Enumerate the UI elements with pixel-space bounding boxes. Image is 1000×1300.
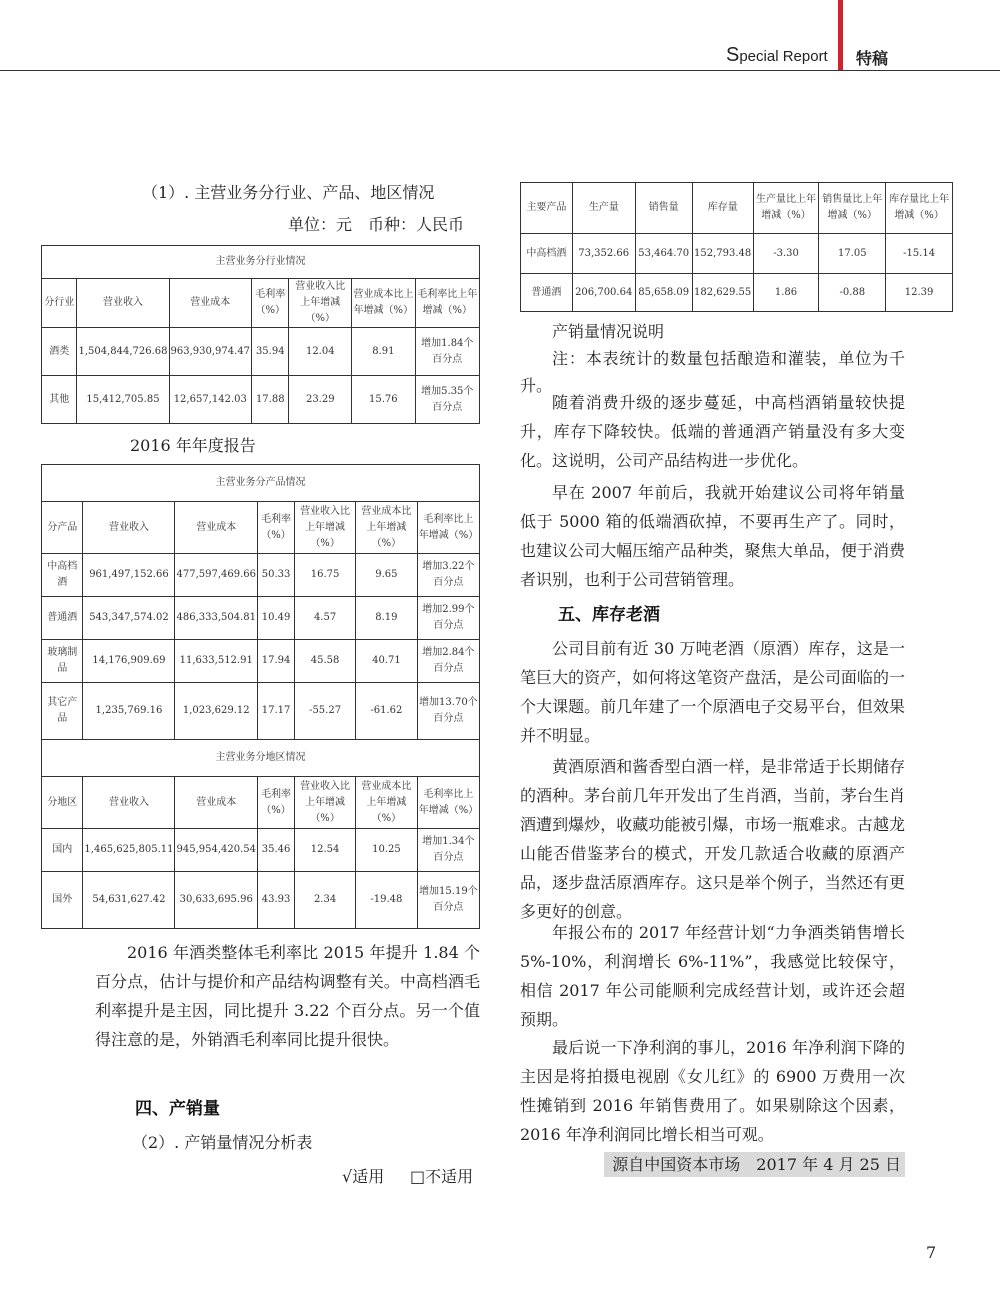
- header-cell: 营业成本比上年增减（%）: [352, 279, 416, 328]
- cell: 1.86: [753, 274, 819, 312]
- cell: 增加1.84个百分点: [415, 328, 479, 376]
- section-label-en: [726, 44, 828, 67]
- table-header-row: [521, 183, 953, 234]
- header-cell: 生产量比上年增减（%）: [753, 183, 819, 234]
- table-row: [521, 274, 953, 312]
- cell: 17.17: [258, 683, 295, 740]
- table-row: [521, 234, 953, 274]
- cell: 中高档酒: [42, 554, 83, 597]
- industry-table: [41, 245, 480, 424]
- paragraph-2017-plan: [520, 918, 905, 1034]
- cell: 8.91: [352, 328, 416, 376]
- cell: 14,176,909.69: [83, 640, 175, 683]
- cell: 增加15.19个百分点: [417, 872, 479, 929]
- section-label-rest: pecial Report: [739, 48, 828, 65]
- cell: 国外: [42, 872, 83, 929]
- cell: 普通酒: [42, 597, 83, 640]
- cell: 酒类: [42, 328, 77, 376]
- header-cell: 营业收入比上年增减（%）: [295, 502, 356, 554]
- cell: 945,954,420.54: [175, 829, 258, 872]
- table-title: 主营业务分行业情况: [42, 246, 480, 279]
- cell: 73,352.66: [572, 234, 635, 274]
- table-row: [42, 554, 480, 597]
- header-cell: 营业收入比上年增减（%）: [289, 279, 352, 328]
- not-applicable-check: □不适用: [410, 1167, 474, 1186]
- cell: 12.39: [886, 274, 953, 312]
- note-text: 注：本表统计的数量包括酿造和灌装，单位为千升。: [520, 349, 905, 395]
- applicable-check: √适用: [342, 1167, 385, 1186]
- cell: 961,497,152.66: [83, 554, 175, 597]
- section-label-cn: 特稿: [856, 49, 889, 68]
- paragraph-text: 黄酒原酒和酱香型白酒一样，是非常适于长期储存的酒种。茅台前几年开发出了生肖酒，当前，茅台生肖酒遭到爆炒，收藏功能被引爆，市场一瓶难求。古越龙山能否借鉴茅台的模式，开发几款适合收藏的原酒产品，逐步盘活原酒库存。这只是举个例子，当然还有更多更好的创意。: [520, 757, 905, 921]
- table-row: [42, 376, 480, 424]
- cell: 30,633,695.96: [175, 872, 258, 929]
- header-cell: 营业成本: [169, 279, 252, 328]
- cell: -15.14: [886, 234, 953, 274]
- cell: -61.62: [356, 683, 418, 740]
- header-cell: 销售量比上年增减（%）: [819, 183, 886, 234]
- cell: 增加1.34个百分点: [417, 829, 479, 872]
- paragraph-text: 最后说一下净利润的事儿，2016 年净利润下降的主因是将拍摄电视剧《女儿红》的 6900 万费用一次性摊销到 2016 年销售费用了。如果剔除这个因素，2016 年净利润同比增长相当可观。: [520, 1038, 905, 1144]
- cell: 增加5.35个百分点: [415, 376, 479, 424]
- cell: 54,631,627.42: [83, 872, 175, 929]
- cell: 1,235,769.16: [83, 683, 175, 740]
- table-row: [42, 328, 480, 376]
- paragraph-collectible-wine: [520, 752, 905, 926]
- cell: -55.27: [295, 683, 356, 740]
- header-cell: 生产量: [572, 183, 635, 234]
- cell: 2.34: [295, 872, 356, 929]
- header-cell: 毛利率（%）: [252, 279, 289, 328]
- cell: 其他: [42, 376, 77, 424]
- cell: 其它产品: [42, 683, 83, 740]
- cell: 1,465,625,805.11: [83, 829, 175, 872]
- cell: 50.33: [258, 554, 295, 597]
- cell: 35.46: [258, 829, 295, 872]
- table-header-row: [42, 279, 480, 328]
- caption-output-sales: （2）. 产销量情况分析表: [132, 1133, 313, 1152]
- header-cell: 库存量: [692, 183, 753, 234]
- cell: 增加3.22个百分点: [417, 554, 479, 597]
- paragraph-product-advice: [520, 478, 905, 594]
- paragraph-text: 年报公布的 2017 年经营计划“力争酒类销售增长 5%-10%，利润增长 6%-11%”，我感觉比较保守，相信 2017 年公司能顺利完成经营计划，或许还会超预期。: [520, 923, 905, 1029]
- header-cell: 营业成本: [175, 777, 258, 829]
- cell: 53,464.70: [635, 234, 692, 274]
- table-row: [42, 640, 480, 683]
- cell: 15.76: [352, 376, 416, 424]
- section-label-initial: S: [726, 44, 740, 66]
- cell: 152,793.48: [692, 234, 753, 274]
- paragraph-text: 随着消费升级的逐步蔓延，中高档酒销量较快提升，库存下降较快。低端的普通酒产销量没有多大变化。这说明，公司产品结构进一步优化。: [520, 393, 905, 470]
- header-cell: 毛利率（%）: [258, 777, 295, 829]
- note-title: 产销量情况说明: [552, 322, 665, 341]
- cell: 17.88: [252, 376, 289, 424]
- cell: -19.48: [356, 872, 418, 929]
- cell: 15,412,705.85: [77, 376, 169, 424]
- cell: 35.94: [252, 328, 289, 376]
- header-cell: 营业成本: [175, 502, 258, 554]
- cell: 43.93: [258, 872, 295, 929]
- cell: 玻璃制品: [42, 640, 83, 683]
- header-cell: 营业收入: [77, 279, 169, 328]
- cell: 增加2.99个百分点: [417, 597, 479, 640]
- cell: -0.88: [819, 274, 886, 312]
- cell: 12.54: [295, 829, 356, 872]
- header-cell: 毛利率比上年增减（%）: [417, 502, 479, 554]
- paragraph-sales-trend: [520, 388, 905, 475]
- header-cell: 销售量: [635, 183, 692, 234]
- paragraph-aged-inventory: [520, 634, 905, 750]
- paragraph-margin-analysis: [95, 938, 480, 1054]
- section-heading-5: 五、库存老酒: [558, 605, 660, 625]
- cell: 10.25: [356, 829, 418, 872]
- header-cell: 库存量比上年增减（%）: [886, 183, 953, 234]
- header-cell: 分产品: [42, 502, 83, 554]
- cell: 45.58: [295, 640, 356, 683]
- cell: -3.30: [753, 234, 819, 274]
- cell: 16.75: [295, 554, 356, 597]
- cell: 8.19: [356, 597, 418, 640]
- header-accent-bar: [838, 0, 843, 71]
- source-attribution: 源自中国资本市场 2017 年 4 月 25 日: [604, 1152, 905, 1177]
- header-cell: 营业收入: [83, 777, 175, 829]
- paragraph-net-profit: [520, 1033, 905, 1149]
- report-label: 2016 年年度报告: [130, 436, 256, 455]
- header-cell: 营业成本比上年增减（%）: [356, 502, 418, 554]
- header-cell: 分行业: [42, 279, 77, 328]
- cell: 10.49: [258, 597, 295, 640]
- cell: 12.04: [289, 328, 352, 376]
- cell: 12,657,142.03: [169, 376, 252, 424]
- notes-block: [520, 318, 905, 399]
- table-title: 主营业务分产品情况: [42, 465, 480, 502]
- cell: 963,930,974.47: [169, 328, 252, 376]
- cell: 477,597,469.66: [175, 554, 258, 597]
- header-cell: 毛利率（%）: [258, 502, 295, 554]
- unit-currency-line: 单位：元 币种：人民币: [288, 215, 465, 234]
- cell: 增加2.84个百分点: [417, 640, 479, 683]
- caption-main-business: （1）. 主营业务分行业、产品、地区情况: [142, 183, 435, 202]
- table-row: [42, 597, 480, 640]
- header-cell: 毛利率比上年增减（%）: [415, 279, 479, 328]
- cell: 4.57: [295, 597, 356, 640]
- header-cell: 营业成本比上年增减（%）: [356, 777, 418, 829]
- cell: 85,658.09: [635, 274, 692, 312]
- cell: 206,700.64: [572, 274, 635, 312]
- header-cell: 营业收入: [83, 502, 175, 554]
- output-sales-table: [520, 182, 953, 312]
- page-number: 7: [926, 1243, 937, 1262]
- cell: 9.65: [356, 554, 418, 597]
- table-title: 主营业务分地区情况: [42, 740, 480, 777]
- header-rule: [0, 70, 1000, 71]
- cell: 543,347,574.02: [83, 597, 175, 640]
- table-row: [42, 872, 480, 929]
- paragraph-text: 2016 年酒类整体毛利率比 2015 年提升 1.84 个百分点，估计与提价和产品结构调整有关。中高档酒毛利率提升是主因，同比提升 3.22 个百分点。另一个值得注意的是，外销酒毛利率同比提升很快。: [95, 943, 480, 1049]
- cell: 11,633,512.91: [175, 640, 258, 683]
- section-heading-4: 四、产销量: [135, 1099, 220, 1119]
- cell: 17.94: [258, 640, 295, 683]
- cell: 国内: [42, 829, 83, 872]
- table-header-row: [42, 502, 480, 554]
- cell: 40.71: [356, 640, 418, 683]
- paragraph-text: 早在 2007 年前后，我就开始建议公司将年销量低于 5000 箱的低端酒砍掉，不要再生产了。同时，也建议公司大幅压缩产品种类，聚焦大单品，便于消费者识别，也利于公司营销管理。: [520, 483, 905, 589]
- paragraph-text: 公司目前有近 30 万吨老酒（原酒）库存，这是一笔巨大的资产，如何将这笔资产盘活，是公司面临的一个大课题。前几年建了一个原酒电子交易平台，但效果并不明显。: [520, 639, 905, 745]
- product-region-table: [41, 464, 480, 929]
- header-cell: 分地区: [42, 777, 83, 829]
- cell: 486,333,504.81: [175, 597, 258, 640]
- header-cell: 营业收入比上年增减（%）: [295, 777, 356, 829]
- cell: 17.05: [819, 234, 886, 274]
- cell: 普通酒: [521, 274, 573, 312]
- table-header-row: [42, 777, 480, 829]
- cell: 1,504,844,726.68: [77, 328, 169, 376]
- table-row: [42, 683, 480, 740]
- cell: 23.29: [289, 376, 352, 424]
- cell: 中高档酒: [521, 234, 573, 274]
- cell: 182,629.55: [692, 274, 753, 312]
- header-cell: 毛利率比上年增减（%）: [417, 777, 479, 829]
- cell: 增加13.70个百分点: [417, 683, 479, 740]
- cell: 1,023,629.12: [175, 683, 258, 740]
- table-row: [42, 829, 480, 872]
- header-cell: 主要产品: [521, 183, 573, 234]
